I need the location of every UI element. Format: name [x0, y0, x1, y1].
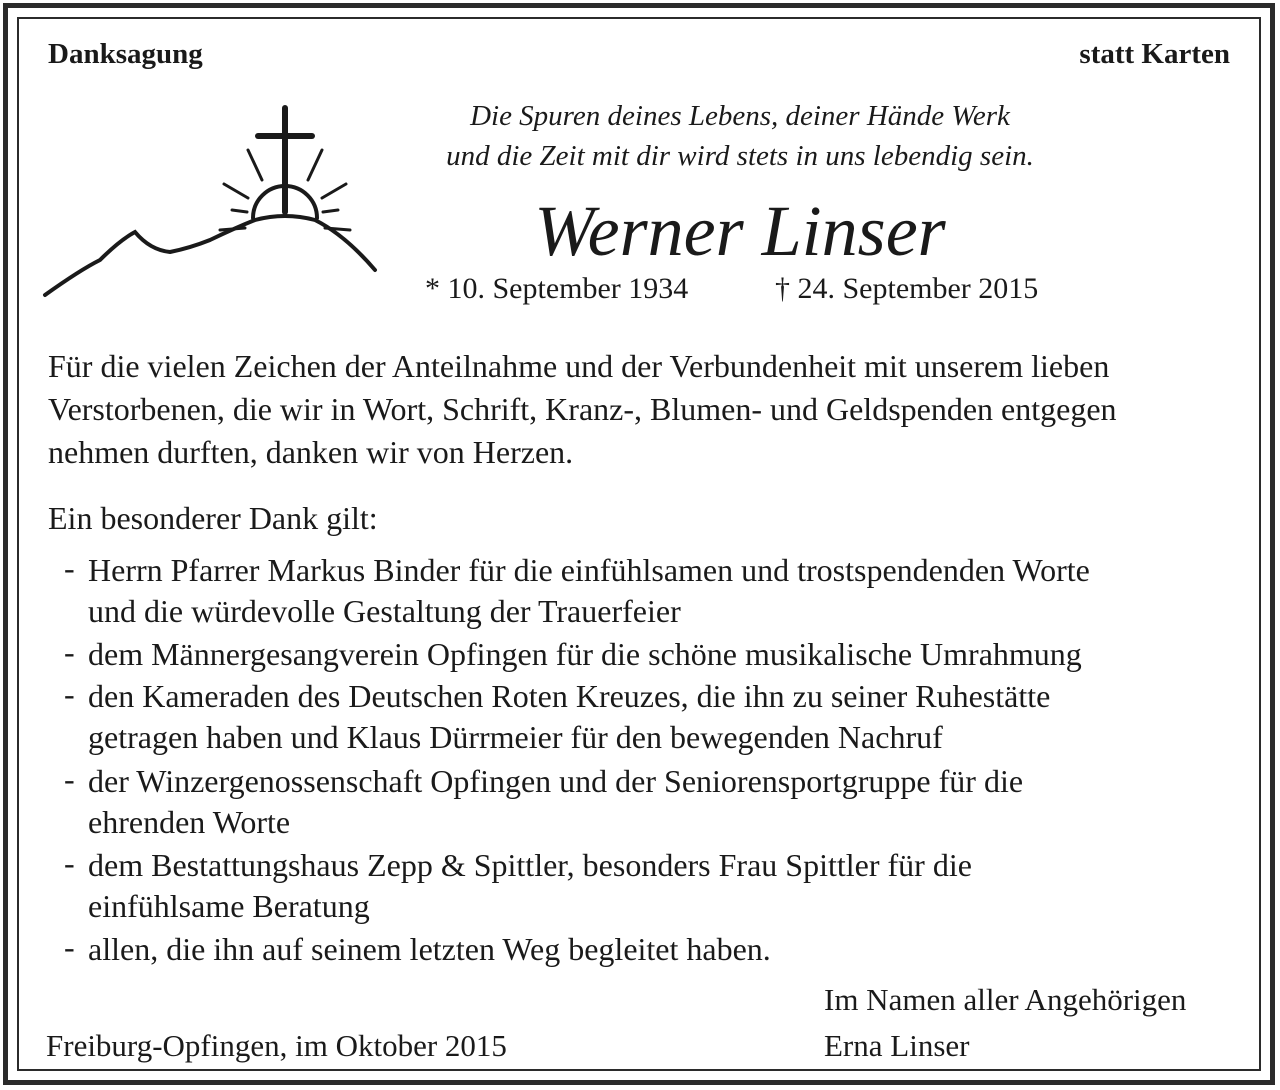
motto-line-1: Die Spuren deines Lebens, deiner Hände Werk	[470, 100, 1010, 132]
list-item-line: und die würdevolle Gestaltung der Trauerfeier	[88, 593, 681, 629]
list-dash: -	[64, 761, 75, 797]
list-item-line: den Kameraden des Deutschen Roten Kreuzes, die ihn zu seiner Ruhestätte	[88, 678, 1051, 714]
list-item-line: ehrenden Worte	[88, 804, 291, 840]
signature-intro: Im Namen aller Angehörigen	[824, 982, 1187, 1017]
place-date: Freiburg-Opfingen, im Oktober 2015	[46, 1028, 507, 1063]
list-item-line: dem Männergesangverein Opfingen für die schöne musikalische Umrahmung	[88, 636, 1082, 672]
thanks-line-3: nehmen durften, danken wir von Herzen.	[48, 434, 574, 470]
list-item-line: allen, die ihn auf seinem letzten Weg begleitet haben.	[88, 931, 771, 967]
list-dash: -	[64, 676, 75, 712]
list-dash: -	[64, 929, 75, 965]
special-thanks-intro: Ein besonderer Dank gilt:	[48, 500, 378, 536]
thanks-line-1: Für die vielen Zeichen der Anteilnahme und der Verbundenheit mit unserem lieben	[48, 348, 1110, 384]
list-dash: -	[64, 634, 75, 670]
list-item-line: dem Bestattungshaus Zepp & Spittler, besonders Frau Spittler für die	[88, 847, 972, 883]
signer-name: Erna Linser	[824, 1028, 970, 1063]
birth-date: * 10. September 1934	[425, 272, 689, 305]
list-item-line: der Winzergenossenschaft Opfingen und der Seniorensportgruppe für die	[88, 763, 1024, 799]
header-left: Danksagung	[48, 38, 203, 70]
list-item-line: Herrn Pfarrer Markus Binder für die einfühlsamen und trostspendenden Worte	[88, 552, 1090, 588]
list-dash: -	[64, 845, 75, 881]
list-item-line: getragen haben und Klaus Dürrmeier für den bewegenden Nachruf	[88, 719, 943, 755]
list-item-line: einfühlsame Beratung	[88, 888, 370, 924]
deceased-name: Werner Linser	[534, 191, 946, 271]
header-right: statt Karten	[1079, 38, 1230, 70]
list-dash: -	[64, 550, 75, 586]
death-date: † 24. September 2015	[775, 272, 1039, 305]
thanks-line-2: Verstorbenen, die wir in Wort, Schrift, Kranz-, Blumen- und Geldspenden entgegen	[48, 391, 1117, 427]
motto-line-2: und die Zeit mit dir wird stets in uns lebendig sein.	[446, 140, 1034, 172]
